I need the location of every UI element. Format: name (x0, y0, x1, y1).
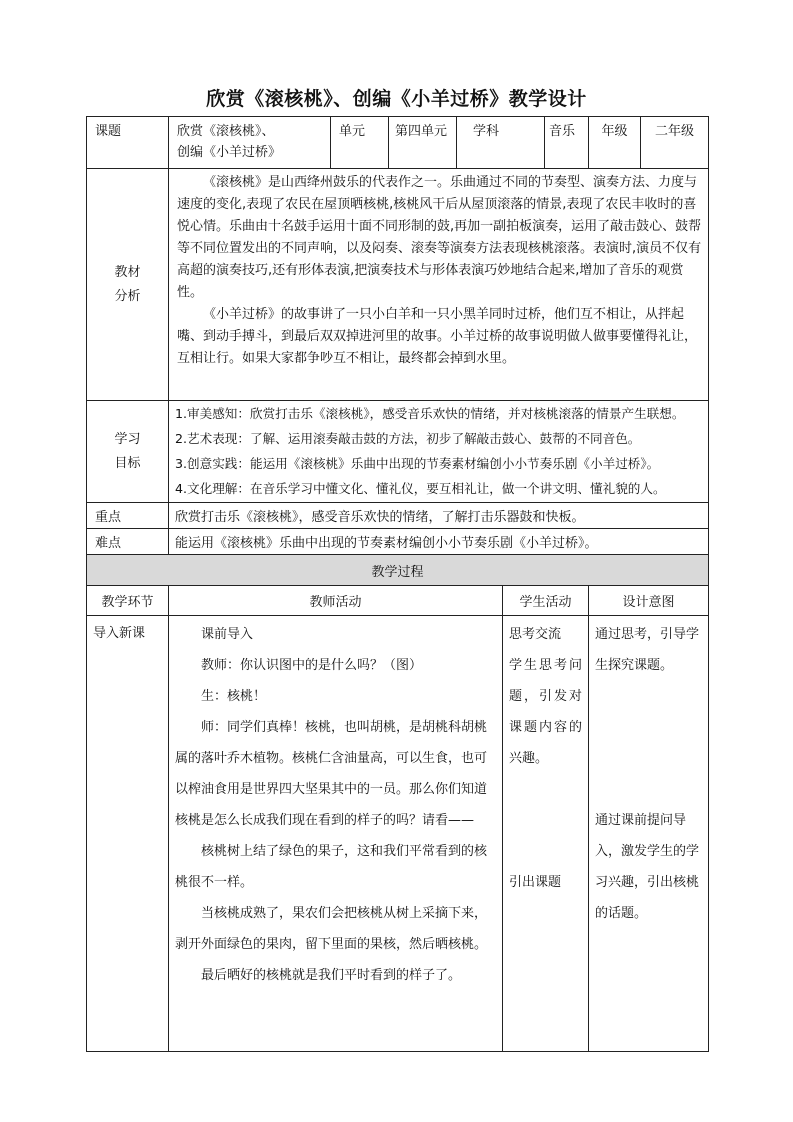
key-label: 重点 (87, 503, 169, 529)
process-header-row (87, 555, 709, 586)
teacher-line: 当核桃成熟了，果农们会把核桃从树上采摘下来，剥开外面绿色的果肉，留下里面的果核，然后晒核桃。 (175, 906, 488, 952)
teacher-line: 课前导入 (201, 627, 254, 642)
teacher-line: 生：核桃！ (201, 689, 267, 704)
analysis-label-line-1: 教材 (114, 264, 141, 280)
key-text: 欣赏打击乐《滚核桃》，感受音乐欢快的情绪，了解打击乐器鼓和快板。 (169, 503, 709, 529)
design-intent (589, 616, 709, 1052)
unit-label: 单元 (331, 117, 389, 169)
subject-label: 学科 (457, 117, 545, 169)
teacher-activity (169, 616, 503, 1052)
col-teacher-header: 教师活动 (169, 586, 503, 616)
analysis-row (87, 169, 709, 401)
lesson-plan-table (86, 116, 709, 1052)
goals-label-line-1: 学习 (114, 431, 141, 447)
analysis-label (87, 169, 169, 401)
goal-item: 2.艺术表现：了解、运用滚奏敲击鼓的方法，初步了解敲击鼓心、鼓帮的不同音色。 (175, 431, 641, 446)
grade-value: 二年级 (641, 117, 709, 169)
subject-value: 音乐 (545, 117, 589, 169)
topic-value (169, 117, 331, 169)
difficulty-label: 难点 (87, 529, 169, 555)
col-student-header: 学生活动 (503, 586, 589, 616)
stage-cell: 导入新课 (87, 616, 169, 1052)
topic-line-2: 创编《小羊过桥》 (177, 145, 282, 160)
analysis-paragraph-1: 《滚核桃》是山西绛州鼓乐的代表作之一。乐曲通过不同的节奏型、演奏方法、力度与速度的变化,表现了农民在屋顶晒核桃,核桃风干后从屋顶滚落的情景,表现了农民丰收时的喜悦心情。乐曲由十名鼓手运用十面不同形制的鼓,再加一副拍板演奏，运用了敲击鼓心、鼓帮等不同位置发出的不同声响，以及闷奏、滚奏等演奏方法表现核桃滚落。表演时,演员不仅有高超的演奏技巧,还有形体表演,把演奏技术与形体表演巧妙地结合起来,增加了音乐的观赏性。 (177, 175, 702, 300)
analysis-label-line-2: 分析 (114, 288, 141, 304)
intent-line: 通过课前提问导入，激发学生的学习兴趣，引出核桃的话题。 (595, 813, 700, 921)
goal-item: 3.创意实践：能运用《滚核桃》乐曲中出现的节奏素材编创小小节奏乐剧《小羊过桥》。 (175, 456, 660, 471)
goal-item: 4.文化理解：在音乐学习中懂文化、懂礼仪，要互相礼让，做一个讲文明、懂礼貌的人。 (175, 481, 666, 496)
student-activity (503, 616, 589, 1052)
teacher-line: 最后晒好的核桃就是我们平时看到的样子了。 (201, 968, 462, 983)
process-content-row (87, 616, 709, 1052)
document-title: 欣赏《滚核桃》、创编《小羊过桥》教学设计 (206, 88, 587, 110)
goals-label (87, 401, 169, 503)
goals-list (169, 401, 709, 503)
goals-row (87, 401, 709, 503)
analysis-text (169, 169, 709, 401)
unit-value: 第四单元 (389, 117, 457, 169)
student-line: 学生思考问题，引发对课题内容的兴趣。 (509, 658, 583, 766)
difficulty-row (87, 529, 709, 555)
teacher-line: 师：同学们真棒！核桃，也叫胡桃，是胡桃科胡桃属的落叶乔木植物。核桃仁含油量高，可以生食，也可以榨油食用是世界四大坚果其中的一员。那么你们知道核桃是怎么长成我们现在看到的样子的吗？请看—— (175, 720, 488, 828)
teacher-line: 核桃树上结了绿色的果子，这和我们平常看到的核桃很不一样。 (175, 844, 488, 890)
student-line: 引出课题 (509, 875, 562, 890)
goals-label-line-2: 目标 (114, 455, 141, 471)
teacher-line: 教师：你认识图中的是什么吗？（图） (201, 658, 423, 673)
process-columns-row (87, 586, 709, 616)
info-row (87, 117, 709, 169)
topic-label: 课题 (87, 117, 169, 169)
topic-line-1: 欣赏《滚核桃》、 (177, 124, 275, 139)
intent-line: 通过思考，引导学生探究课题。 (595, 627, 700, 673)
grade-label: 年级 (589, 117, 641, 169)
process-header: 教学过程 (87, 555, 709, 586)
col-stage-header: 教学环节 (87, 586, 169, 616)
key-row (87, 503, 709, 529)
difficulty-text: 能运用《滚核桃》乐曲中出现的节奏素材编创小小节奏乐剧《小羊过桥》。 (169, 529, 709, 555)
student-line: 思考交流 (509, 627, 562, 642)
analysis-paragraph-2: 《小羊过桥》的故事讲了一只小白羊和一只小黑羊同时过桥，他们互不相让，从拌起嘴、到动手搏斗，到最后双双掉进河里的故事。小羊过桥的故事说明做人做事要懂得礼让，互相让行。如果大家都争吵互不相让，最终都会掉到水里。 (177, 307, 698, 366)
col-intent-header: 设计意图 (589, 586, 709, 616)
goal-item: 1.审美感知：欣赏打击乐《滚核桃》，感受音乐欢快的情绪，并对核桃滚落的情景产生联想。 (175, 406, 685, 421)
